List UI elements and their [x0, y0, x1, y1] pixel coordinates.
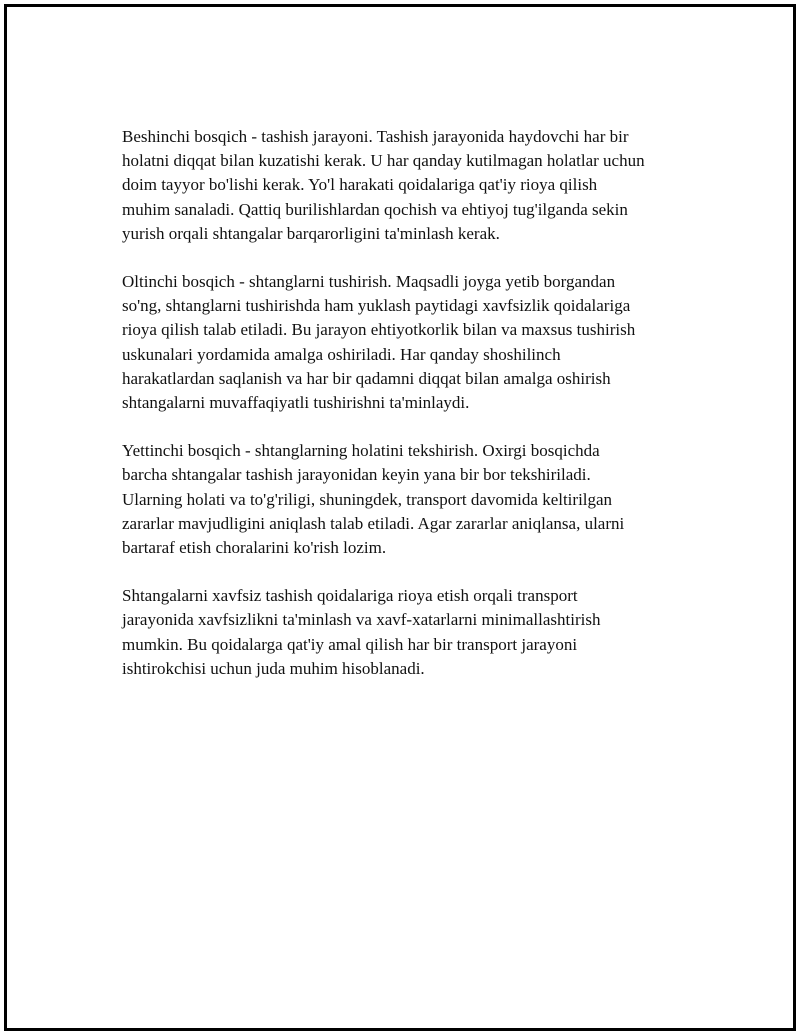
- line: Ularning holati va to'g'riligi, shuningdek, transport davomida keltirilgan: [122, 489, 613, 509]
- line: uskunalari yordamida amalga oshiriladi. Har qanday shoshilinch: [122, 344, 561, 364]
- paragraph-conclusion: [122, 584, 697, 681]
- line: rioya qilish talab etiladi. Bu jarayon ehtiyotkorlik bilan va maxsus tushirish: [122, 320, 636, 340]
- line: yurish orqali shtangalar barqarorligini ta'minlash kerak.: [122, 223, 500, 243]
- line: Beshinchi bosqich - tashish jarayoni. Tashish jarayonida haydovchi har bir: [122, 127, 629, 146]
- line: doim tayyor bo'lishi kerak. Yo'l harakati qoidalariga qat'iy rioya qilish: [122, 175, 598, 195]
- line: Yettinchi bosqich - shtanglarning holatini tekshirish. Oxirgi bosqichda: [122, 441, 600, 461]
- line: muhim sanaladi. Qattiq burilishlardan qochish va ehtiyoj tug'ilganda sekin: [122, 199, 628, 219]
- line: Shtangalarni xavfsiz tashish qoidalariga rioya etish orqali transport: [122, 586, 578, 606]
- line: jarayonida xavfsizlikni ta'minlash va xavf-xatarlarni minimallashtirish: [122, 610, 601, 630]
- line: Oltinchi bosqich - shtanglarni tushirish. Maqsadli joyga yetib borgandan: [122, 272, 616, 292]
- line: bartaraf etish choralarini ko'rish lozim.: [122, 538, 387, 558]
- paragraph-stage-five: [122, 125, 697, 246]
- line: barcha shtangalar tashish jarayonidan keyin yana bir bor tekshiriladi.: [122, 465, 591, 485]
- line: holatni diqqat bilan kuzatishi kerak. U har qanday kutilmagan holatlar uchun: [122, 151, 645, 171]
- paragraph-stage-six: [122, 270, 697, 415]
- line: so'ng, shtanglarni tushirishda ham yuklash paytidagi xavfsizlik qoidalariga: [122, 296, 631, 316]
- document-body: [122, 125, 697, 705]
- line: ishtirokchisi uchun juda muhim hisoblanadi.: [122, 658, 425, 678]
- line: shtangalarni muvaffaqiyatli tushirishni ta'minlaydi.: [122, 393, 470, 413]
- paragraph-stage-seven: [122, 439, 697, 560]
- line: zararlar mavjudligini aniqlash talab etiladi. Agar zararlar aniqlansa, ularni: [122, 513, 625, 533]
- line: mumkin. Bu qoidalarga qat'iy amal qilish har bir transport jarayoni: [122, 634, 578, 654]
- line: harakatlardan saqlanish va har bir qadamni diqqat bilan amalga oshirish: [122, 368, 611, 388]
- document-page: [4, 4, 796, 1031]
